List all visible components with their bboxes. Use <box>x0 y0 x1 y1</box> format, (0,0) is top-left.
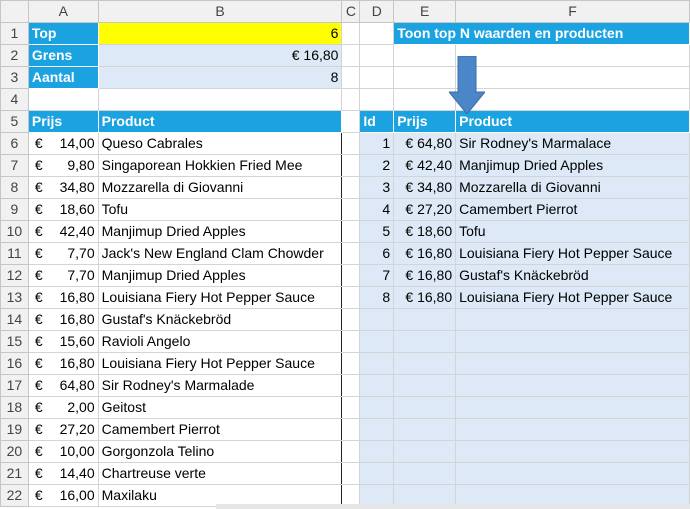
price-value: 18,60 <box>59 201 95 217</box>
cell[interactable] <box>394 45 456 67</box>
cell[interactable] <box>98 89 342 111</box>
cell[interactable] <box>360 45 394 67</box>
row-header[interactable]: 17 <box>1 375 29 397</box>
result-id-cell[interactable] <box>360 353 394 375</box>
cell[interactable] <box>360 23 394 45</box>
price-cell[interactable] <box>28 265 98 287</box>
column-header-b[interactable]: B <box>98 1 342 23</box>
column-header-e[interactable]: E <box>394 1 456 23</box>
sheet-row <box>1 331 690 353</box>
grens-label[interactable]: Grens <box>28 45 98 67</box>
result-price-cell[interactable] <box>394 441 456 463</box>
result-product-cell[interactable]: Tofu <box>456 221 690 243</box>
result-id-cell[interactable] <box>360 441 394 463</box>
sheet-row <box>1 89 690 111</box>
cell[interactable] <box>342 221 360 243</box>
aantal-value-cell[interactable]: 8 <box>98 67 342 89</box>
price-cell[interactable] <box>28 441 98 463</box>
cell[interactable] <box>342 177 360 199</box>
result-id-cell[interactable]: 5 <box>360 221 394 243</box>
price-value: 64,80 <box>59 377 95 393</box>
price-cell[interactable] <box>28 287 98 309</box>
aantal-label[interactable]: Aantal <box>28 67 98 89</box>
currency-symbol: € <box>34 201 43 217</box>
result-product-cell[interactable] <box>456 463 690 485</box>
row-header[interactable]: 16 <box>1 353 29 375</box>
result-price-cell[interactable] <box>394 331 456 353</box>
result-id-cell[interactable] <box>360 309 394 331</box>
sheet-row <box>1 397 690 419</box>
result-id-cell[interactable]: 1 <box>360 133 394 155</box>
row-header[interactable]: 3 <box>1 67 29 89</box>
column-header-f[interactable]: F <box>456 1 690 23</box>
cell[interactable] <box>342 441 360 463</box>
right-header-product[interactable]: Product <box>456 111 690 133</box>
price-value: 9,80 <box>67 157 95 173</box>
result-price-cell[interactable]: € 27,20 <box>394 199 456 221</box>
result-product-cell[interactable] <box>456 375 690 397</box>
price-value: 10,00 <box>59 443 95 459</box>
result-id-cell[interactable] <box>360 331 394 353</box>
right-header-id[interactable]: Id <box>360 111 394 133</box>
result-product-cell[interactable] <box>456 331 690 353</box>
product-cell[interactable]: Mozzarella di Giovanni <box>98 177 342 199</box>
product-cell[interactable]: Gustaf's Knäckebröd <box>98 309 342 331</box>
price-value: 2,00 <box>67 399 95 415</box>
price-cell[interactable] <box>28 397 98 419</box>
cell[interactable] <box>342 155 360 177</box>
row-header[interactable]: 7 <box>1 155 29 177</box>
currency-symbol: € <box>34 311 43 327</box>
product-cell[interactable]: Queso Cabrales <box>98 133 342 155</box>
result-price-cell[interactable]: € 18,60 <box>394 221 456 243</box>
product-cell[interactable]: Camembert Pierrot <box>98 419 342 441</box>
row-header[interactable]: 18 <box>1 397 29 419</box>
cell[interactable] <box>342 45 360 67</box>
result-id-cell[interactable] <box>360 397 394 419</box>
price-cell[interactable] <box>28 353 98 375</box>
price-value: 16,80 <box>59 355 95 371</box>
cell[interactable] <box>342 67 360 89</box>
result-id-cell[interactable] <box>360 375 394 397</box>
price-cell[interactable] <box>28 199 98 221</box>
cell[interactable] <box>342 265 360 287</box>
cell[interactable] <box>342 331 360 353</box>
price-value: 14,40 <box>59 465 95 481</box>
currency-symbol: € <box>34 399 43 415</box>
price-value: 14,00 <box>59 135 95 151</box>
cell[interactable] <box>360 89 394 111</box>
result-id-cell[interactable]: 8 <box>360 287 394 309</box>
result-product-cell[interactable] <box>456 441 690 463</box>
row-header[interactable]: 6 <box>1 133 29 155</box>
price-cell[interactable] <box>28 133 98 155</box>
price-value: 7,70 <box>67 245 95 261</box>
down-arrow-icon <box>449 56 485 114</box>
cell[interactable] <box>342 23 360 45</box>
row-header[interactable]: 14 <box>1 309 29 331</box>
price-cell[interactable] <box>28 331 98 353</box>
product-cell[interactable]: Louisiana Fiery Hot Pepper Sauce <box>98 353 342 375</box>
row-header[interactable]: 11 <box>1 243 29 265</box>
result-price-cell[interactable] <box>394 309 456 331</box>
product-cell[interactable]: Chartreuse verte <box>98 463 342 485</box>
result-price-cell[interactable]: € 16,80 <box>394 287 456 309</box>
sheet-row <box>1 45 690 67</box>
price-cell[interactable] <box>28 485 98 507</box>
cell[interactable] <box>394 89 456 111</box>
cell[interactable] <box>456 67 690 89</box>
cell[interactable] <box>342 309 360 331</box>
cell[interactable] <box>456 89 690 111</box>
select-all-corner[interactable] <box>1 1 29 23</box>
result-id-cell[interactable]: 7 <box>360 265 394 287</box>
row-header[interactable]: 2 <box>1 45 29 67</box>
price-value: 15,60 <box>59 333 95 349</box>
row-header[interactable]: 4 <box>1 89 29 111</box>
sheet-row <box>1 133 690 155</box>
currency-symbol: € <box>34 487 43 503</box>
price-cell[interactable] <box>28 375 98 397</box>
price-cell[interactable] <box>28 463 98 485</box>
result-price-cell[interactable]: € 16,80 <box>394 243 456 265</box>
sheet-row <box>1 111 690 133</box>
sheet-row <box>1 199 690 221</box>
product-cell[interactable]: Manjimup Dried Apples <box>98 265 342 287</box>
result-product-cell[interactable] <box>456 309 690 331</box>
sheet-row <box>1 221 690 243</box>
column-header-d[interactable]: D <box>360 1 394 23</box>
cell[interactable] <box>342 419 360 441</box>
product-cell[interactable]: Jack's New England Clam Chowder <box>98 243 342 265</box>
row-header[interactable]: 22 <box>1 485 29 507</box>
product-cell[interactable]: Louisiana Fiery Hot Pepper Sauce <box>98 287 342 309</box>
result-product-cell[interactable]: Camembert Pierrot <box>456 199 690 221</box>
product-cell[interactable]: Maxilaku <box>98 485 342 507</box>
currency-symbol: € <box>34 135 43 151</box>
sheet-row <box>1 309 690 331</box>
currency-symbol: € <box>34 443 43 459</box>
currency-symbol: € <box>34 179 43 195</box>
price-value: 34,80 <box>59 179 95 195</box>
row-header[interactable]: 20 <box>1 441 29 463</box>
price-value: 16,00 <box>59 487 95 503</box>
sheet-row <box>1 23 690 45</box>
currency-symbol: € <box>34 377 43 393</box>
price-value: 7,70 <box>67 267 95 283</box>
result-price-cell[interactable]: € 34,80 <box>394 177 456 199</box>
cell[interactable] <box>342 287 360 309</box>
result-id-cell[interactable]: 2 <box>360 155 394 177</box>
result-id-cell[interactable] <box>360 419 394 441</box>
sheet-row <box>1 287 690 309</box>
result-id-cell[interactable]: 3 <box>360 177 394 199</box>
row-header[interactable]: 15 <box>1 331 29 353</box>
cell[interactable] <box>342 375 360 397</box>
result-price-cell[interactable] <box>394 375 456 397</box>
cell[interactable] <box>342 199 360 221</box>
product-cell[interactable]: Ravioli Angelo <box>98 331 342 353</box>
row-header[interactable]: 19 <box>1 419 29 441</box>
currency-symbol: € <box>34 333 43 349</box>
result-price-cell[interactable]: € 16,80 <box>394 265 456 287</box>
top-value-cell[interactable]: 6 <box>98 23 342 45</box>
cell[interactable] <box>342 89 360 111</box>
price-value: 42,40 <box>59 223 95 239</box>
cell[interactable] <box>456 45 690 67</box>
cell[interactable] <box>342 463 360 485</box>
cell[interactable] <box>342 397 360 419</box>
result-product-cell[interactable]: Louisiana Fiery Hot Pepper Sauce <box>456 243 690 265</box>
horizontal-scrollbar[interactable] <box>216 504 690 509</box>
sheet-row <box>1 67 690 89</box>
currency-symbol: € <box>34 267 43 283</box>
result-product-cell[interactable]: Manjimup Dried Apples <box>456 155 690 177</box>
column-header-a[interactable]: A <box>28 1 98 23</box>
price-cell[interactable] <box>28 243 98 265</box>
cell[interactable] <box>394 67 456 89</box>
sheet-row <box>1 265 690 287</box>
result-price-cell[interactable] <box>394 419 456 441</box>
sheet-row <box>1 441 690 463</box>
left-header-prijs[interactable]: Prijs <box>28 111 98 133</box>
product-cell[interactable]: Tofu <box>98 199 342 221</box>
row-header[interactable]: 12 <box>1 265 29 287</box>
currency-symbol: € <box>34 289 43 305</box>
cell[interactable] <box>360 67 394 89</box>
price-cell[interactable] <box>28 419 98 441</box>
result-product-cell[interactable]: Mozzarella di Giovanni <box>456 177 690 199</box>
result-price-cell[interactable] <box>394 353 456 375</box>
result-product-cell[interactable]: Sir Rodney's Marmalace <box>456 133 690 155</box>
product-cell[interactable]: Singaporean Hokkien Fried Mee <box>98 155 342 177</box>
cell[interactable] <box>342 133 360 155</box>
price-cell[interactable] <box>28 221 98 243</box>
result-product-cell[interactable]: Gustaf's Knäckebröd <box>456 265 690 287</box>
result-price-cell[interactable] <box>394 463 456 485</box>
sheet-row <box>1 375 690 397</box>
column-header-c[interactable]: C <box>342 1 360 23</box>
currency-symbol: € <box>34 421 43 437</box>
currency-symbol: € <box>34 157 43 173</box>
sheet-row <box>1 419 690 441</box>
currency-symbol: € <box>34 465 43 481</box>
left-header-product[interactable]: Product <box>98 111 342 133</box>
banner-title[interactable]: Toon top N waarden en producten <box>394 23 690 45</box>
result-price-cell[interactable]: € 64,80 <box>394 133 456 155</box>
sheet-row <box>1 155 690 177</box>
result-product-cell[interactable] <box>456 397 690 419</box>
price-cell[interactable] <box>28 309 98 331</box>
product-cell[interactable]: Geitost <box>98 397 342 419</box>
sheet-row <box>1 177 690 199</box>
top-label[interactable]: Top <box>28 23 98 45</box>
cell[interactable] <box>28 89 98 111</box>
cell[interactable] <box>342 111 360 133</box>
column-header-row <box>1 1 690 23</box>
right-header-prijs[interactable]: Prijs <box>394 111 456 133</box>
row-header[interactable]: 1 <box>1 23 29 45</box>
product-cell[interactable]: Manjimup Dried Apples <box>98 221 342 243</box>
price-value: 16,80 <box>59 311 95 327</box>
product-cell[interactable]: Gorgonzola Telino <box>98 441 342 463</box>
result-product-cell[interactable] <box>456 419 690 441</box>
row-header[interactable]: 10 <box>1 221 29 243</box>
product-cell[interactable]: Sir Rodney's Marmalade <box>98 375 342 397</box>
sheet-row <box>1 243 690 265</box>
currency-symbol: € <box>34 355 43 371</box>
result-product-cell[interactable] <box>456 353 690 375</box>
price-value: 16,80 <box>59 289 95 305</box>
cell[interactable] <box>342 353 360 375</box>
result-id-cell[interactable] <box>360 463 394 485</box>
currency-symbol: € <box>34 245 43 261</box>
row-header[interactable]: 9 <box>1 199 29 221</box>
row-header[interactable]: 8 <box>1 177 29 199</box>
sheet-row <box>1 353 690 375</box>
cell[interactable] <box>342 243 360 265</box>
price-cell[interactable] <box>28 155 98 177</box>
grens-value-cell[interactable]: € 16,80 <box>98 45 342 67</box>
row-header[interactable]: 5 <box>1 111 29 133</box>
result-product-cell[interactable]: Louisiana Fiery Hot Pepper Sauce <box>456 287 690 309</box>
currency-symbol: € <box>34 223 43 239</box>
price-value: 27,20 <box>59 421 95 437</box>
result-price-cell[interactable] <box>394 397 456 419</box>
price-cell[interactable] <box>28 177 98 199</box>
sheet-row <box>1 463 690 485</box>
result-id-cell[interactable]: 4 <box>360 199 394 221</box>
row-header[interactable]: 21 <box>1 463 29 485</box>
result-price-cell[interactable]: € 42,40 <box>394 155 456 177</box>
row-header[interactable]: 13 <box>1 287 29 309</box>
result-id-cell[interactable]: 6 <box>360 243 394 265</box>
